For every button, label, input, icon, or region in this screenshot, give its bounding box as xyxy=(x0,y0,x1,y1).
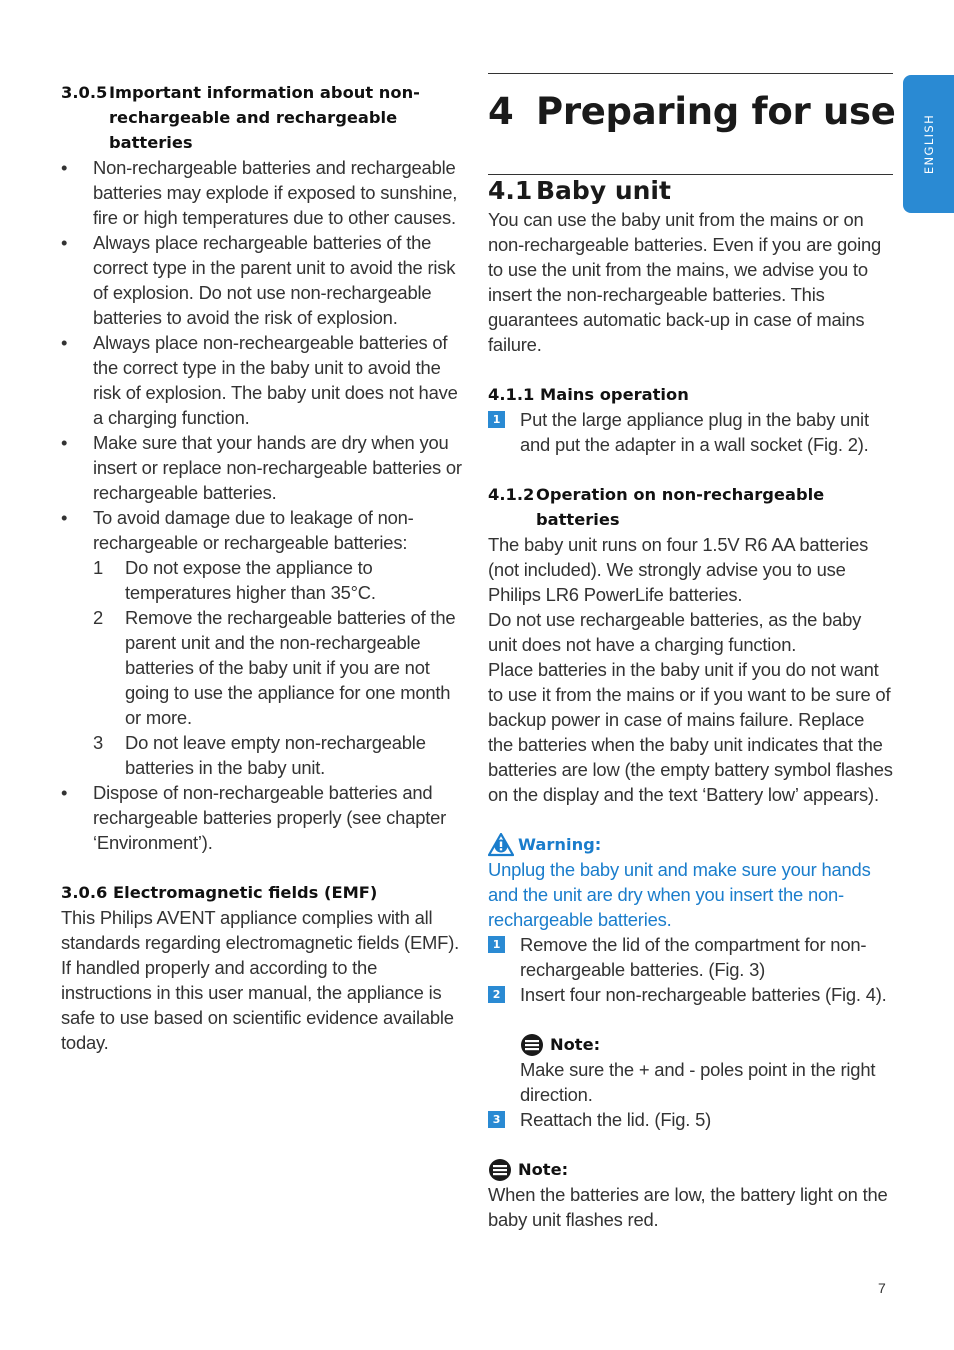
sub-list-item: 2 Remove the rechargeable batteries of the parent unit and the non-rechargeable batteries of the baby unit if you are not going to use the appliance for one month or more. xyxy=(93,607,456,728)
top-rule xyxy=(488,73,893,74)
emf-paragraph: This Philips AVENT appliance complies with all standards regarding electromagnetic fields (EMF). If handled properly and according to the instructions in this user manual, the appliance is safe to use based on scientific evidence available today. xyxy=(61,907,460,1053)
language-tab-label: ENGLISH xyxy=(921,113,936,175)
note-heading xyxy=(488,1157,894,1182)
list-item: • Non-rechargeable batteries and rechargeable batteries may explode if exposed to sunshine, fire or high temperatures due to other causes. xyxy=(61,157,458,228)
chapter-number: 4 xyxy=(488,90,514,133)
section-4-1-title xyxy=(488,175,894,207)
warning-label: Warning: xyxy=(518,835,602,854)
heading-line: Operation on non-rechargeable xyxy=(536,485,825,504)
language-tab xyxy=(903,75,954,213)
step-item: 1 Remove the lid of the compartment for non-rechargeable batteries. (Fig. 3) xyxy=(488,932,894,982)
note-heading xyxy=(520,1032,894,1057)
note-label: Note: xyxy=(518,1160,569,1179)
list-item: • To avoid damage due to leakage of non-rechargeable or rechargeable batteries: xyxy=(61,507,414,553)
step-number-badge: 1 xyxy=(488,411,505,428)
chapter-title xyxy=(488,86,896,138)
step-number-badge: 2 xyxy=(488,986,505,1003)
heading-line: rechargeable and rechargeable xyxy=(109,108,398,127)
warning-text: Unplug the baby unit and make sure your hands and the unit are dry when you insert the non-rechargeable batteries. xyxy=(488,859,871,930)
battery-paragraph-3: Place batteries in the baby unit if you do not want to use it from the mains or if you want to be sure of backup power in case of mains failure. Replace the batteries when the baby unit indicates that the batteries are low (the empty battery symbol flashes on the display and the text ‘Battery low’ appears). xyxy=(488,659,893,805)
heading-line: batteries xyxy=(109,133,193,152)
note-label: Note: xyxy=(550,1035,601,1054)
page-number: 7 xyxy=(878,1280,886,1296)
sub-list-item: 3 Do not leave empty non-rechargeable batteries in the baby unit. xyxy=(93,732,426,778)
section-number: 3.0.5 xyxy=(61,83,108,102)
baby-unit-intro: You can use the baby unit from the mains or on non-rechargeable batteries. Even if you are going to use the unit from the mains, we advise you to insert the non-rechargeable batteries. This guarantees automatic back-up in case of mains failure. xyxy=(488,209,882,355)
step-number-badge: 1 xyxy=(488,936,505,953)
step-item: 3 Reattach the lid. (Fig. 5) xyxy=(488,1107,894,1132)
note-text: Make sure the + and - poles point in the right direction. xyxy=(520,1059,876,1105)
list-item: • Dispose of non-rechargeable batteries and rechargeable batteries properly (see chapter ‘Environment’). xyxy=(61,782,447,853)
warning-icon xyxy=(488,833,514,857)
section-title-text: Baby unit xyxy=(536,176,671,205)
step-item: 2 Insert four non-rechargeable batteries (Fig. 4). xyxy=(488,982,894,1007)
section-3-0-6-heading: 3.0.6 Electromagnetic fields (EMF) xyxy=(61,883,378,902)
note-text: When the batteries are low, the battery light on the baby unit flashes red. xyxy=(488,1184,888,1230)
step-number-badge: 3 xyxy=(488,1111,505,1128)
heading-line: Important information about non- xyxy=(109,83,420,102)
list-item: • Make sure that your hands are dry when you insert or replace non-rechargeable batteries or rechargeable batteries. xyxy=(61,432,462,503)
section-3-0-5-heading xyxy=(61,80,466,155)
battery-paragraph-1: The baby unit runs on four 1.5V R6 AA batteries (not included). We strongly advise you to use Philips LR6 PowerLife batteries. xyxy=(488,534,869,605)
note-icon xyxy=(488,1158,512,1182)
section-number: 4.1.2 xyxy=(488,485,535,504)
battery-paragraph-2: Do not use rechargeable batteries, as the baby unit does not have a charging function. xyxy=(488,609,862,655)
warning-heading xyxy=(488,832,894,857)
section-4-1-2-heading xyxy=(488,482,894,532)
section-number: 4.1 xyxy=(488,176,533,205)
list-item: • Always place rechargeable batteries of the correct type in the parent unit to avoid the risk of explosion. Do not use non-rechargeable batteries to avoid the risk of explosion. xyxy=(61,232,456,328)
step-item: 1 Put the large appliance plug in the baby unit and put the adapter in a wall socket (Fig. 2). xyxy=(488,407,894,457)
chapter-title-text: Preparing for use xyxy=(536,90,896,133)
battery-safety-list xyxy=(61,155,466,855)
list-item: • Always place non-recheargeable batteries of the correct type in the baby unit to avoid the risk of explosion. The baby unit does not have a charging function. xyxy=(61,332,458,428)
note-icon xyxy=(520,1033,544,1057)
section-4-1-1-heading: 4.1.1 Mains operation xyxy=(488,385,689,404)
sub-list-item: 1 Do not expose the appliance to temperatures higher than 35°C. xyxy=(93,557,376,603)
heading-line: batteries xyxy=(536,510,620,529)
